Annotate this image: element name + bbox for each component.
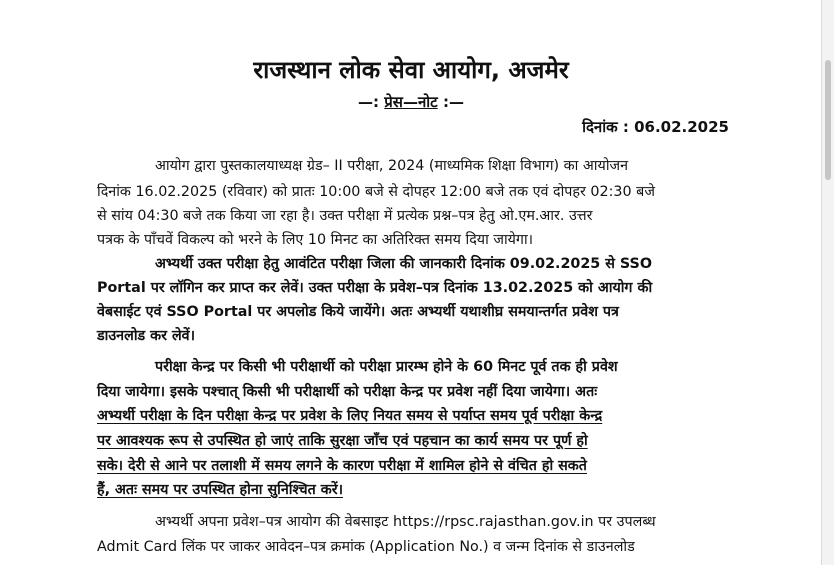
- document-subtitle: [0, 95, 822, 110]
- subtitle-prefix: —:: [358, 93, 385, 111]
- subtitle-text: प्रेस—नोट: [384, 93, 438, 111]
- paragraph1-line: से सांय 04:30 बजे तक किया जा रहा है। उक्त परीक्षा में प्रत्येक प्रश्न–पत्र हेतु ओ.एम.आर. उत्तर: [97, 208, 593, 224]
- paragraph2-line: डाउनलोड कर लेवें।: [97, 328, 196, 344]
- document-date: दिनांक : 06.02.2025: [582, 118, 729, 136]
- subtitle-suffix: :—: [437, 93, 464, 111]
- paragraph4-line: अभ्यर्थी अपना प्रवेश–पत्र आयोग की वेबसाइट https://rpsc.rajasthan.gov.in पर उपलब्ध: [155, 514, 656, 530]
- paragraph1-line: दिनांक 16.02.2025 (रविवार) को प्रातः 10:00 बजे से दोपहर 12:00 बजे तक एवं दोपहर 02:30 बजे: [97, 184, 655, 200]
- paragraph1-line: आयोग द्वारा पुस्तकालयाध्यक्ष ग्रेड– II परीक्षा, 2024 (माध्यमिक शिक्षा विभाग) का आयोजन: [155, 158, 629, 174]
- paragraph3-line: दिया जायेगा। इसके पश्चात् किसी भी परीक्षार्थी को परीक्षा केन्द्र पर प्रवेश नहीं दिया जायेगा। अतः: [97, 384, 598, 400]
- paragraph3-line: परीक्षा केन्द्र पर किसी भी परीक्षार्थी को परीक्षा प्रारम्भ होने के 60 मिनट पूर्व तक ही प्रवेश: [155, 359, 618, 375]
- paragraph3-line: सके। देरी से आने पर तलाशी में समय लगने के कारण परीक्षा में शामिल होने से वंचित हो सकते: [97, 458, 587, 474]
- paragraph3-line: अभ्यर्थी परीक्षा के दिन परीक्षा केन्द्र पर प्रवेश के लिए नियत समय से पर्याप्त समय पूर्व परीक्षा केन्द्र: [97, 408, 603, 424]
- paragraph2-line: Portal पर लॉगिन कर प्राप्त कर लेवें। उक्त परीक्षा के प्रवेश–पत्र दिनांक 13.02.2025 को आयोग की: [97, 280, 653, 296]
- vertical-scrollbar[interactable]: [821, 0, 834, 565]
- paragraph2-line: वेबसाईट एवं SSO Portal पर अपलोड किये जायेंगे। अतः अभ्यर्थी यथाशीघ्र समयान्तर्गत प्रवेश पत्र: [97, 304, 619, 320]
- scrollbar-thumb[interactable]: [825, 60, 831, 180]
- paragraph4-line: Admit Card लिंक पर जाकर आवेदन–पत्र क्रमांक (Application No.) व जन्म दिनांक से डाउनलोड: [97, 539, 635, 555]
- paragraph2-line: अभ्यर्थी उक्त परीक्षा हेतु आवंटित परीक्षा जिला की जानकारी दिनांक 09.02.2025 से SSO: [155, 256, 652, 272]
- paragraph3-line: हैं, अतः समय पर उपस्थित होना सुनिश्चित करें।: [97, 482, 344, 498]
- paragraph3-line: पर आवश्यक रूप से उपस्थित हो जाएं ताकि सुरक्षा जाँच एवं पहचान का कार्य समय पर पूर्ण हो: [97, 433, 588, 449]
- document-title: राजस्थान लोक सेवा आयोग, अजमेर: [253, 56, 569, 84]
- paragraph1-line: पत्रक के पाँचवें विकल्प को भरने के लिए 10 मिनट का अतिरिक्त समय दिया जायेगा।: [97, 232, 534, 248]
